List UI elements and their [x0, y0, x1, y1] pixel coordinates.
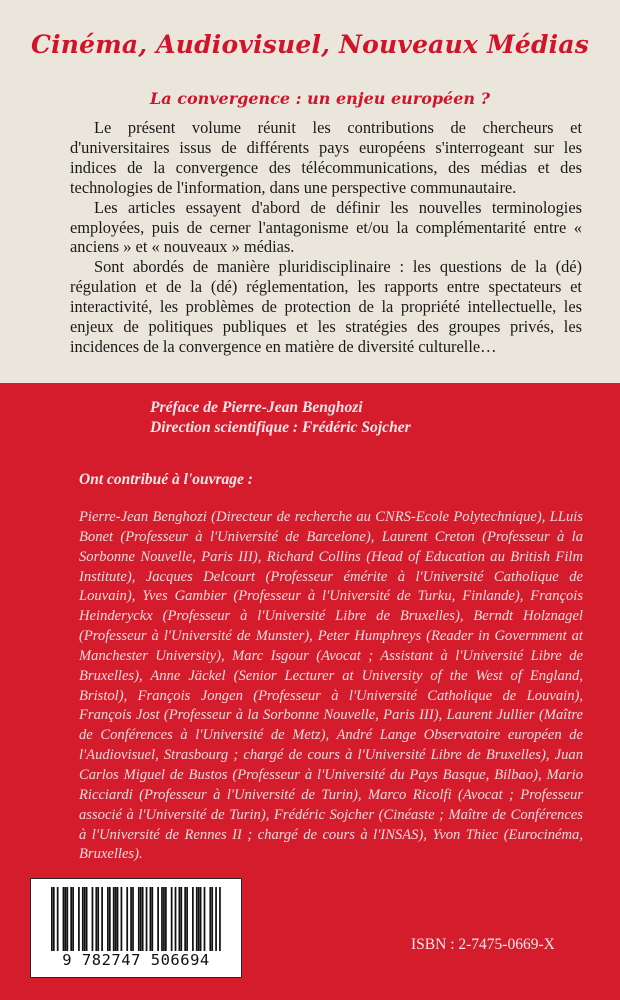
barcode-bar — [132, 887, 134, 951]
barcode-bar — [121, 887, 123, 951]
isbn-label: ISBN : 2-7475-0669-X — [411, 936, 555, 953]
barcode-bar — [65, 887, 67, 951]
barcode-bar — [84, 887, 86, 951]
intro-paragraph: Les articles essayent d'abord de définir les nouvelles terminologies employées, puis de cerner l'antagonisme et/ou la complémentarité entre « anciens » et « nouveaux » médias. — [70, 197, 582, 257]
barcode-bar — [146, 887, 148, 951]
barcode-bar — [198, 887, 200, 951]
barcode-bar — [53, 887, 55, 951]
barcode-bar — [97, 887, 99, 951]
book-title: Cinéma, Audiovisuel, Nouveaux Médias — [31, 30, 589, 59]
book-subtitle: La convergence : un enjeu européen ? — [150, 89, 490, 108]
barcode-bar — [95, 887, 97, 951]
barcode-bar — [211, 887, 213, 951]
barcode-bar — [161, 887, 163, 951]
barcode-bar — [175, 887, 177, 951]
direction-line: Direction scientifique : Frédéric Sojcher — [150, 419, 411, 436]
intro-paragraph: Sont abordés de manière pluridisciplinaire : les questions de la (dé) régulation et de la (dé) réglementation, les rapports entre spectateurs et interactivité, les problèmes de protection de la propriété intellectuelle, les enjeux de politiques publiques et les stratégies des groupes privés, les incidences de la convergence en matière de diversité culturelle… — [70, 257, 582, 356]
intro-text — [70, 118, 582, 357]
barcode-bar — [78, 887, 80, 951]
barcode-bar — [209, 887, 211, 951]
barcode-bar — [138, 887, 140, 951]
barcode-bar — [215, 887, 217, 951]
barcode-bar — [63, 887, 65, 951]
barcode-bar — [163, 887, 165, 951]
barcode-bars-icon — [51, 887, 221, 951]
barcode-bar — [192, 887, 194, 951]
barcode-bar — [204, 887, 206, 951]
cream-panel — [0, 0, 620, 383]
barcode-bar — [219, 887, 221, 951]
intro-paragraph: Le présent volume réunit les contributions de chercheurs et d'universitaires issus de différents pays européens s'interrogeant sur les indices de la convergence des télécommunications, des médias et des technologies de l'information, dans une perspective communautaire. — [70, 118, 582, 197]
barcode-bar — [115, 887, 117, 951]
barcode-bar — [82, 887, 84, 951]
barcode-bar — [57, 887, 59, 951]
barcode-bar — [180, 887, 182, 951]
contributors-list: Pierre-Jean Benghozi (Directeur de recherche au CNRS-Ecole Polytechnique), LLuis Bonet (Professeur à l'Université de Barcelone), Laurent Creton (Professeur à la Sorbonne Nouvelle, Paris III), Richard Collins (Head of Education au British Film Institute), Jacques Delcourt (Professeur émérite à l'Université Catholique de Louvain), Yves Gambier (Professeur à l'Université de Turku, Finlande), François Heinderyckx (Professeur à l'Université Libre de Bruxelles), Berndt Holznagel (Professeur à l'Université de Munster), Peter Humphreys (Reader in Government at Manchester University), Marc Isgour (Avocat ; Assistant à l'Université Libre de Bruxelles), Anne Jäckel (Senior Lecturer at University of the West of England, Bristol), François Jongen (Professeur à l'Université Catholique de Louvain), François Jost (Professeur à la Sorbonne Nouvelle, Paris III), Laurent Jullier (Maître de Conférences à l'Université de Metz), André Lange Observatoire européen de l'Audiovisuel, Strasbourg ; chargé de cours à l'Université Libre de Bruxelles), Juan Carlos Miguel de Bustos (Professeur à l'Université du Pays Basque, Bilbao), Mario Ricciardi (Professeur à l'Université de Turin), Marco Ricolfi (Avocat ; Professeur associé à l'Université de Turin), Frédéric Sojcher (Cinéaste ; Maître de Conférences à l'Université de Rennes II ; chargé de cours à l'INSAS), Yvon Thiec (Eurocinéma, Bruxelles). — [79, 509, 583, 863]
credits-block — [150, 398, 550, 438]
barcode-bar — [72, 887, 74, 951]
barcode-bar — [109, 887, 111, 951]
barcode-bar — [130, 887, 132, 951]
barcode-bar — [171, 887, 173, 951]
barcode-bar — [184, 887, 186, 951]
barcode-bar — [66, 887, 68, 951]
barcode-bar — [113, 887, 115, 951]
barcode-bar — [70, 887, 72, 951]
barcode-digits: 9 782747 506694 — [62, 951, 210, 969]
barcode-bar — [196, 887, 198, 951]
barcode-bar — [200, 887, 202, 951]
barcode-bar — [140, 887, 142, 951]
barcode-bar — [92, 887, 94, 951]
barcode-bar — [51, 887, 53, 951]
barcode-bar — [179, 887, 181, 951]
barcode-bar — [186, 887, 188, 951]
barcode-bar — [101, 887, 103, 951]
barcode-bar — [126, 887, 128, 951]
contributors-heading: Ont contribué à l'ouvrage : — [79, 471, 253, 488]
barcode-bar — [142, 887, 144, 951]
barcode-bar — [117, 887, 119, 951]
preface-line: Préface de Pierre-Jean Benghozi — [150, 399, 363, 416]
barcode-bar — [107, 887, 109, 951]
barcode-bar — [151, 887, 153, 951]
barcode-bar — [165, 887, 167, 951]
barcode — [30, 878, 242, 978]
barcode-bar — [157, 887, 159, 951]
barcode-bar — [150, 887, 152, 951]
barcode-bar — [86, 887, 88, 951]
